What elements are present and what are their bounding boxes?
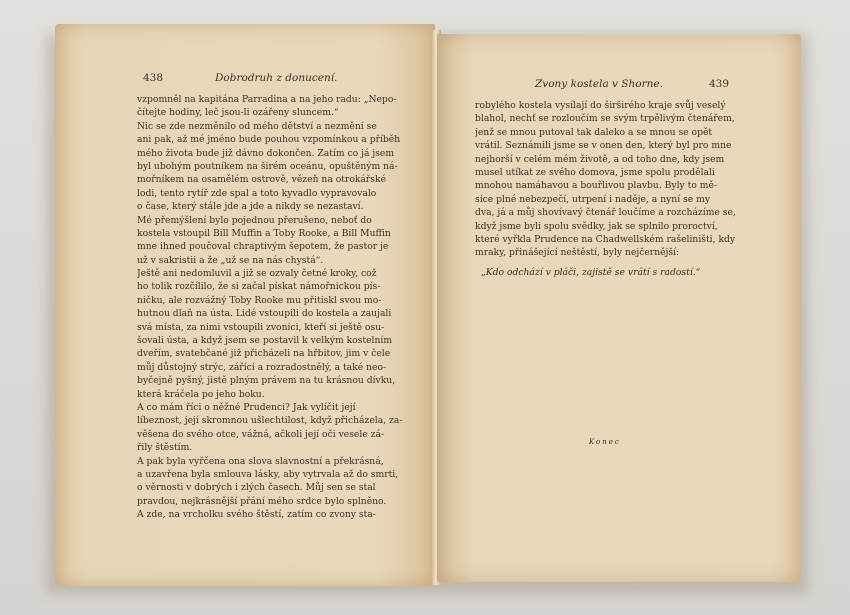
text-line: Mé přemýšlení bylo pojednou přerušeno, neboť do (137, 214, 372, 226)
text-line: svá místa, za nimi vstoupili zvoníci, kteří si ještě osu- (137, 321, 385, 333)
text-line: už v sakristii a že „už se na nás chystá“. (137, 254, 324, 266)
end-mark: Konec (589, 438, 621, 446)
text-line: můj důstojný strýc, zářící a rozradostnělý, a také neo- (137, 361, 387, 373)
text-line: lodi, tento rytíř zde spal a toto kyvadlo vypravovalo (137, 187, 377, 199)
text-line: kostela vstoupil Bill Muffin a Toby Rooke, a Bill Muffin (137, 227, 391, 239)
right-text-block (475, 99, 765, 260)
text-line: A zde, na vrcholku svého štěstí, zatím co zvony sta- (137, 509, 376, 521)
text-line: blahol, nechť se rozloučím se svým trpělivým čtenářem, (475, 113, 735, 125)
text-line: šovali ústa, a když jsem se postavil k velkým kostelním (137, 335, 393, 347)
text-line: a uzavřena byla smlouva lásky, aby vytrvala až do smrti, (137, 468, 399, 480)
text-line: mnohou namáhavou a bouřlivou plavbu. Byly to mě- (475, 180, 718, 192)
text-line: dveřím, svatebčané již přicházeli na hřbitov, jim v čele (137, 348, 391, 360)
text-line: hutnou dlaň na ústa. Lidé vstoupili do kostela a zaujali (137, 308, 392, 320)
text-line: ho tolik rozčílilo, že si začal pískat námořnickou pís- (137, 281, 381, 293)
text-line: o čase, který stále jde a jde a nikdy se nezastaví. (137, 201, 364, 213)
text-line: vzpomněl na kapitána Parradina a na jeho radu: „Nepo- (137, 94, 397, 105)
left-running-head: Dobrodruh z donucení. (215, 72, 338, 84)
text-line: líbeznost, její skromnou ušlechtilost, když přicházela, za- (137, 415, 403, 427)
closing-quote: „Kdo odchází v pláči, zajistě se vrátí s radostí.“ (481, 267, 701, 278)
text-line: A co mám říci o něžné Prudenci? Jak vylíčit její (137, 401, 356, 413)
text-line: věšena do svého otce, vážná, ačkoli její oči vesele zá- (137, 428, 385, 440)
left-text-block (137, 93, 467, 522)
text-line: o věrnosti v dobrých i zlých časech. Můj sen se stal (137, 482, 376, 494)
text-line: síce plné nebezpečí, utrpení i naděje, a nyní se my (475, 193, 711, 205)
text-line: které vyřkla Prudence na Chadwellském rašeliništi, kdy (475, 233, 736, 245)
text-line: dva, já a můj shovívavý čtenář loučíme a rozcházíme se, (475, 207, 736, 219)
left-page (55, 24, 435, 586)
text-line: Ještě ani nedomluvil a již se ozvaly četné kroky, což (137, 268, 377, 280)
text-line: která kráčela po jeho boku. (137, 388, 265, 400)
right-page-number: 439 (709, 78, 730, 90)
left-page-number: 438 (143, 72, 164, 84)
text-line: musel utíkat ze svého domova, jsme spolu prodělali (475, 166, 715, 178)
text-line: robylého kostela vysílají do širširého kraje svůj veselý (475, 100, 726, 111)
text-line: A pak byla vyřčena ona slova slavnostní a překrásná, (137, 455, 384, 467)
text-line: vrátil. Seznámili jsme se v onen den, který byl pro mne (475, 140, 732, 152)
text-line: ani pak, až mé jméno bude pouhou vzpomínkou a příběh (137, 134, 401, 146)
right-running-head: Zvony kostela v Shorne. (535, 78, 663, 90)
text-line: mne ihned poučoval chraptivým šepotem, že pastor je (137, 241, 389, 253)
text-line: nejhorší v celém mém životě, a od toho dne, kdy jsem (475, 153, 725, 165)
text-line: pravdou, nejkrásnější přání mého srdce bylo splněno. (137, 495, 387, 507)
text-line: čítejte hodiny, leč jsou-li ozářeny sluncem.“ (137, 107, 339, 119)
text-line: ničku, ale rozvážný Toby Rooke mu přitiskl svou mo- (137, 294, 382, 306)
text-line: Nic se zde nezměnilo od mého dětství a nezmění se (137, 120, 377, 132)
text-line: mraky, přinášející neštěstí, byly nejčernější: (475, 247, 680, 259)
text-line: když jsme byli spolu svědky, jak se splnilo proroctví, (475, 220, 718, 232)
text-line: byl ubohým poutníkem na širém oceánu, opuštěným ná- (137, 160, 398, 172)
text-line: řily štěstím. (137, 442, 193, 454)
text-line: jenž se mnou putoval tak daleko a se mnou se opět (475, 126, 713, 138)
text-line: byčejně pyšný, jistě plným právem na tu krásnou dívku, (137, 375, 396, 387)
right-page (437, 34, 801, 582)
text-line: mého života bude již dávno dokončen. Zatím co já jsem (137, 147, 395, 159)
text-line: mořníkem na osamělém ostrově, vězeň na otrokářské (137, 174, 387, 186)
